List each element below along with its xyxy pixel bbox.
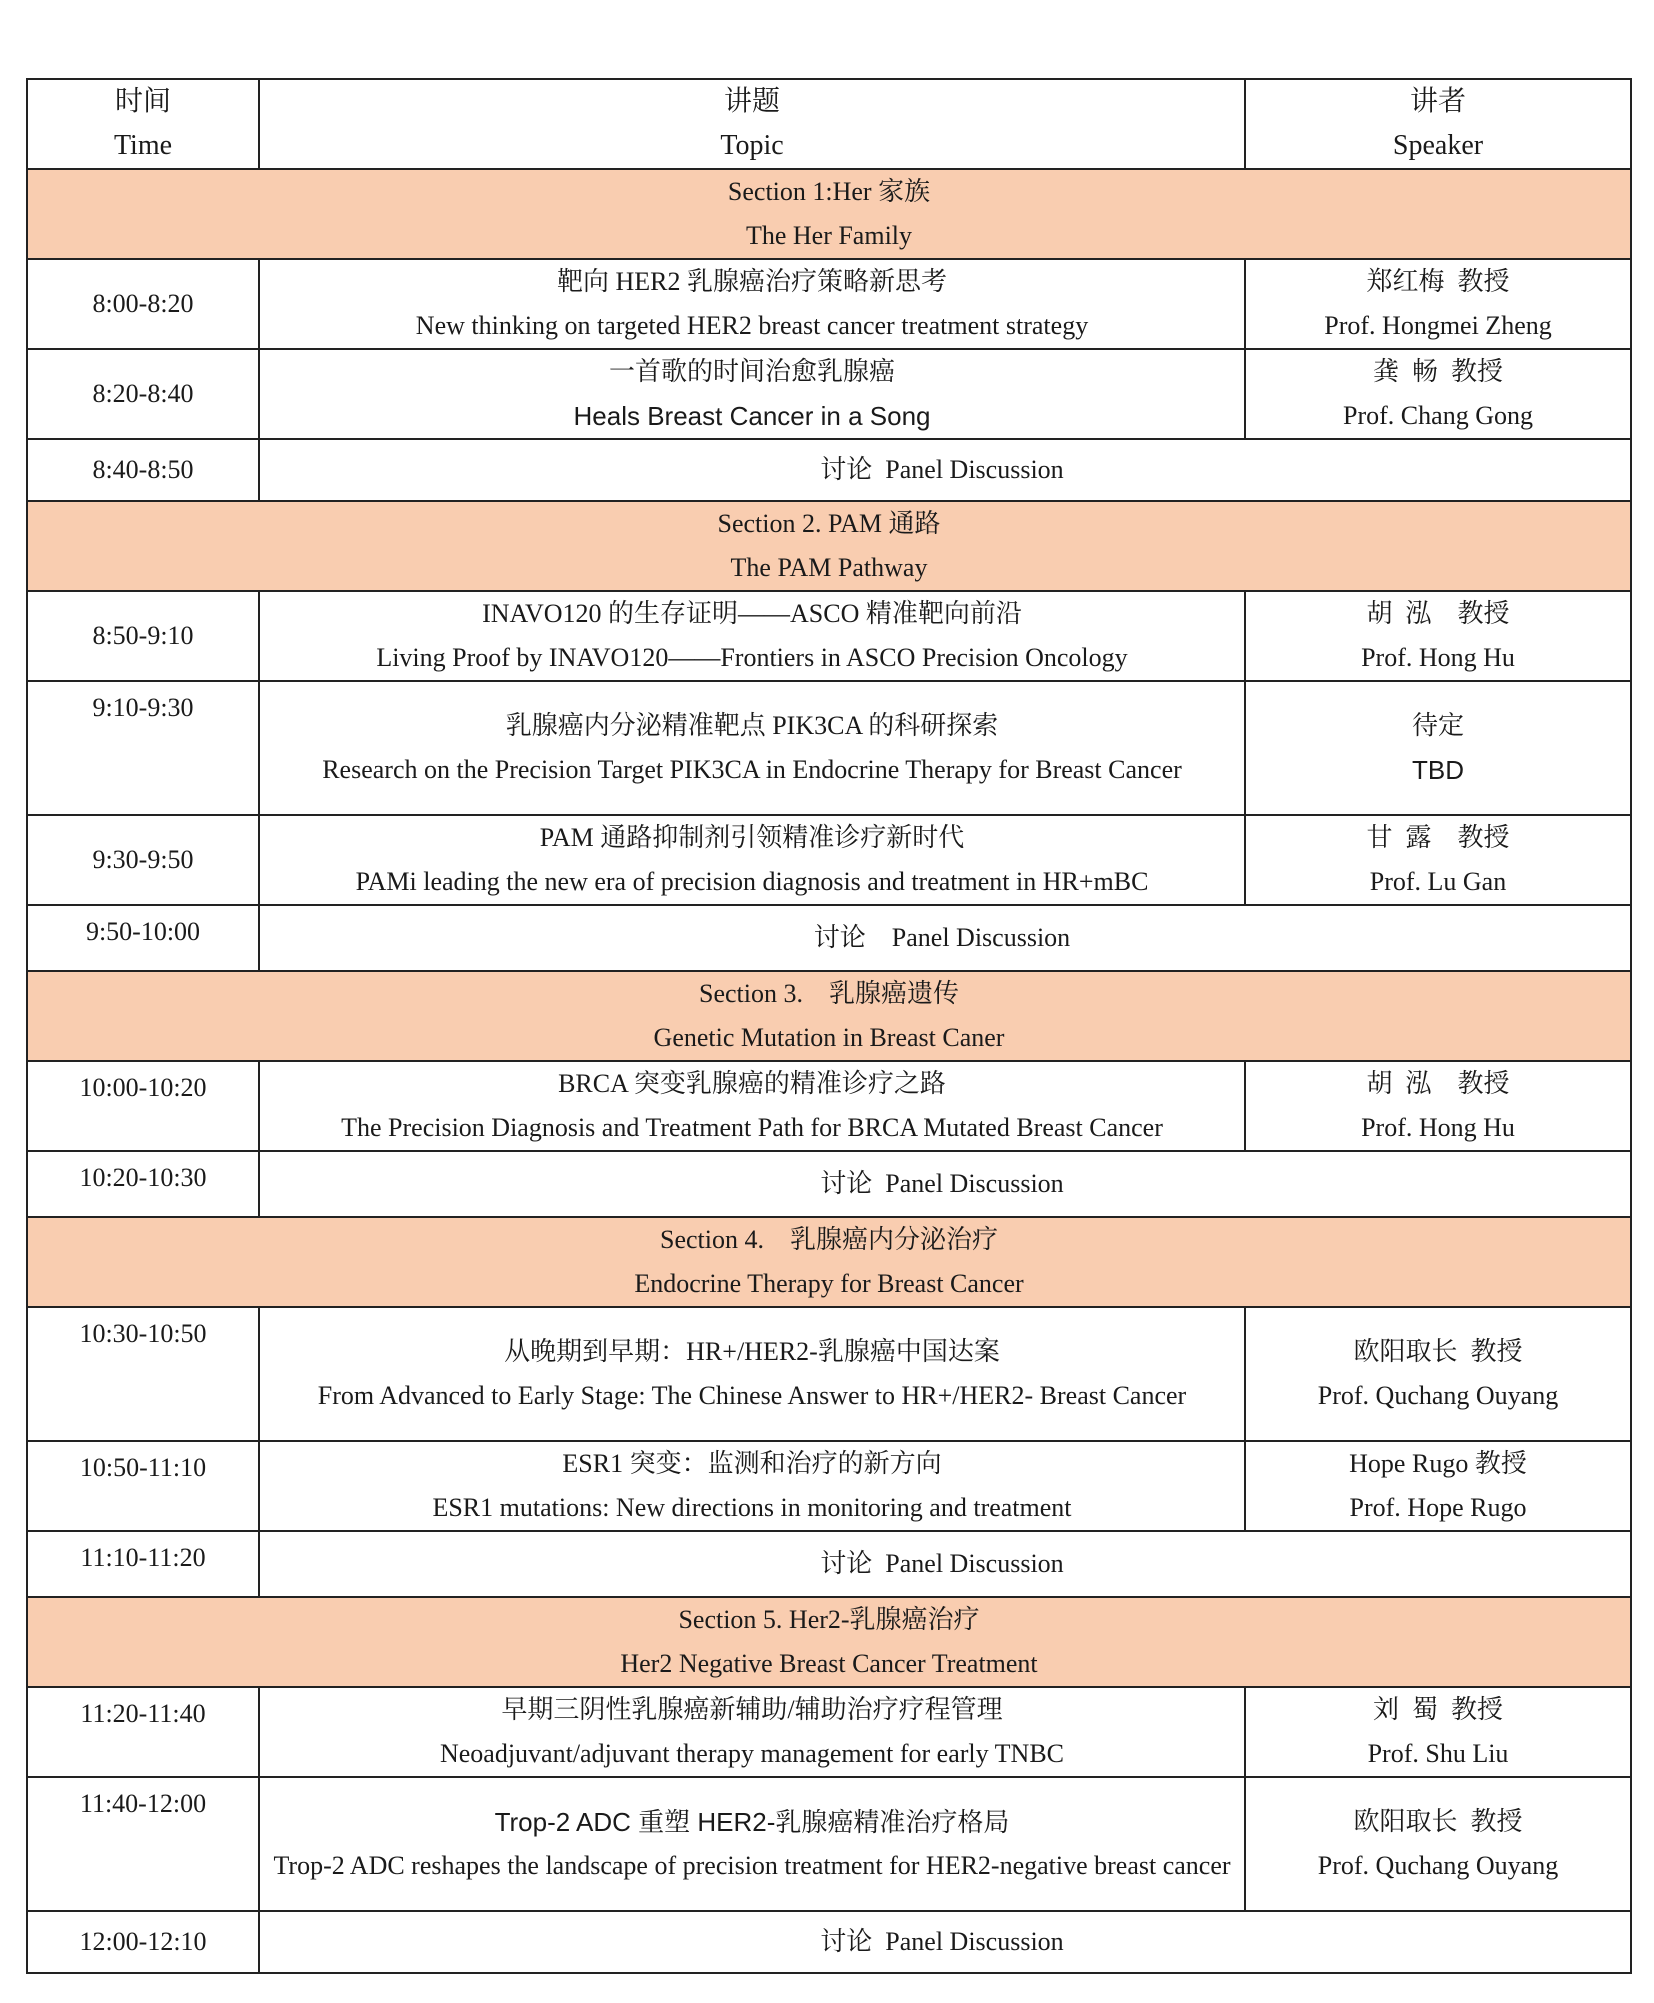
topic-zh: PAM 通路抑制剂引领精准诊疗新时代 (539, 823, 965, 852)
section-title (27, 1217, 1631, 1307)
topic-zh: BRCA 突变乳腺癌的精准诊疗之路 (558, 1069, 946, 1098)
speaker-en: Prof. Hong Hu (1361, 643, 1515, 672)
topic-zh: ESR1 突变：监测和治疗的新方向 (562, 1449, 942, 1478)
talk-row (27, 1687, 1631, 1777)
talk-row (27, 1307, 1631, 1441)
header-speaker-zh: 讲者 (1409, 86, 1466, 117)
section-title (27, 169, 1631, 259)
talk-time: 8:50-9:10 (27, 591, 259, 681)
header-time-en: Time (113, 130, 173, 161)
speaker-zh: 胡 泓 教授 (1366, 599, 1510, 628)
talk-time: 10:30-10:50 (27, 1307, 259, 1441)
talk-row (27, 1061, 1631, 1151)
discussion-time: 8:40-8:50 (27, 439, 259, 501)
speaker-en: Prof. Lu Gan (1369, 867, 1507, 896)
speaker-en: Prof. Hope Rugo (1349, 1493, 1527, 1522)
discussion-row (27, 1151, 1631, 1217)
section-title-en: Genetic Mutation in Breast Caner (653, 1023, 1005, 1052)
topic-zh: 从晚期到早期：HR+/HER2-乳腺癌中国达案 (504, 1337, 1000, 1366)
speaker-zh: Hope Rugo 教授 (1349, 1449, 1527, 1478)
talk-row (27, 681, 1631, 815)
section-header-row (27, 1217, 1631, 1307)
section-header-row (27, 971, 1631, 1061)
talk-topic (259, 815, 1245, 905)
speaker-zh: 龚 畅 教授 (1372, 357, 1503, 386)
talk-speaker (1245, 815, 1631, 905)
topic-en: New thinking on targeted HER2 breast cancer treatment strategy (415, 311, 1089, 340)
speaker-zh: 欧阳取长 教授 (1353, 1807, 1523, 1836)
topic-en: Heals Breast Cancer in a Song (573, 401, 931, 431)
topic-zh: 靶向 HER2 乳腺癌治疗策略新思考 (556, 267, 947, 296)
talk-row (27, 1777, 1631, 1911)
talk-row (27, 1441, 1631, 1531)
talk-time: 11:20-11:40 (27, 1687, 259, 1777)
section-header-row (27, 1597, 1631, 1687)
speaker-en: Prof. Chang Gong (1343, 401, 1533, 430)
talk-topic (259, 1777, 1245, 1911)
header-speaker (1245, 79, 1631, 169)
speaker-en: Prof. Hong Hu (1361, 1113, 1515, 1142)
talk-speaker (1245, 591, 1631, 681)
talk-speaker (1245, 259, 1631, 349)
speaker-en: Prof. Hongmei Zheng (1324, 311, 1552, 340)
talk-topic (259, 681, 1245, 815)
topic-en: Research on the Precision Target PIK3CA in Endocrine Therapy for Breast Cancer (322, 755, 1182, 784)
speaker-en: TBD (1412, 755, 1464, 785)
header-topic-zh: 讲题 (723, 86, 780, 117)
talk-topic (259, 349, 1245, 439)
discussion-label: 讨论 Panel Discussion (259, 905, 1631, 971)
discussion-label: 讨论 Panel Discussion (259, 439, 1631, 501)
talk-time: 8:20-8:40 (27, 349, 259, 439)
section-title-zh: Section 3. 乳腺癌遗传 (699, 979, 959, 1008)
section-title-en: The PAM Pathway (730, 553, 928, 582)
talk-time: 10:50-11:10 (27, 1441, 259, 1531)
talk-topic (259, 591, 1245, 681)
talk-time: 10:00-10:20 (27, 1061, 259, 1151)
discussion-time: 10:20-10:30 (27, 1151, 259, 1217)
header-time-zh: 时间 (114, 86, 171, 117)
topic-zh: 早期三阴性乳腺癌新辅助/辅助治疗疗程管理 (501, 1695, 1003, 1724)
topic-en: PAMi leading the new era of precision diagnosis and treatment in HR+mBC (355, 867, 1149, 896)
discussion-row (27, 1531, 1631, 1597)
agenda-table (26, 78, 1632, 1974)
talk-row (27, 349, 1631, 439)
discussion-row (27, 1911, 1631, 1973)
speaker-zh: 郑红梅 教授 (1366, 267, 1510, 296)
discussion-time: 12:00-12:10 (27, 1911, 259, 1973)
section-title-en: Endocrine Therapy for Breast Cancer (634, 1269, 1024, 1298)
section-header-row (27, 169, 1631, 259)
header-speaker-en: Speaker (1392, 130, 1484, 161)
discussion-time: 9:50-10:00 (27, 905, 259, 971)
talk-speaker (1245, 681, 1631, 815)
topic-en: The Precision Diagnosis and Treatment Path for BRCA Mutated Breast Cancer (341, 1113, 1163, 1142)
agenda-page (26, 78, 1630, 1974)
topic-en: Living Proof by INAVO120——Frontiers in ASCO Precision Oncology (376, 643, 1128, 672)
speaker-zh: 刘 蜀 教授 (1372, 1695, 1503, 1724)
header-time (27, 79, 259, 169)
discussion-row (27, 905, 1631, 971)
speaker-zh: 待定 (1411, 711, 1464, 740)
section-title (27, 971, 1631, 1061)
topic-en: Neoadjuvant/adjuvant therapy management for early TNBC (439, 1739, 1065, 1768)
talk-time: 8:00-8:20 (27, 259, 259, 349)
talk-speaker (1245, 1441, 1631, 1531)
topic-zh: Trop-2 ADC 重塑 HER2-乳腺癌精准治疗格局 (494, 1807, 1010, 1837)
topic-zh: 一首歌的时间治愈乳腺癌 (608, 357, 895, 386)
section-title-zh: Section 5. Her2-乳腺癌治疗 (678, 1605, 980, 1634)
talk-speaker (1245, 1307, 1631, 1441)
talk-time: 11:40-12:00 (27, 1777, 259, 1911)
discussion-label: 讨论 Panel Discussion (259, 1531, 1631, 1597)
topic-en: ESR1 mutations: New directions in monitoring and treatment (432, 1493, 1072, 1522)
talk-time: 9:10-9:30 (27, 681, 259, 815)
discussion-label: 讨论 Panel Discussion (259, 1911, 1631, 1973)
section-title-zh: Section 4. 乳腺癌内分泌治疗 (660, 1225, 998, 1254)
talk-topic (259, 1061, 1245, 1151)
section-header-row (27, 501, 1631, 591)
speaker-en: Prof. Quchang Ouyang (1317, 1851, 1559, 1880)
talk-speaker (1245, 1777, 1631, 1911)
talk-row (27, 815, 1631, 905)
talk-topic (259, 259, 1245, 349)
section-title-zh: Section 2. PAM 通路 (717, 509, 941, 538)
discussion-label: 讨论 Panel Discussion (259, 1151, 1631, 1217)
talk-time: 9:30-9:50 (27, 815, 259, 905)
talk-speaker (1245, 1061, 1631, 1151)
speaker-en: Prof. Shu Liu (1367, 1739, 1509, 1768)
section-title-en: The Her Family (745, 221, 913, 250)
speaker-zh: 甘 露 教授 (1366, 823, 1510, 852)
discussion-row (27, 439, 1631, 501)
topic-en: Trop-2 ADC reshapes the landscape of precision treatment for HER2-negative breast cancer (273, 1851, 1231, 1880)
header-topic (259, 79, 1245, 169)
topic-zh: 乳腺癌内分泌精准靶点 PIK3CA 的科研探索 (505, 711, 999, 740)
talk-topic (259, 1687, 1245, 1777)
topic-en: From Advanced to Early Stage: The Chinese Answer to HR+/HER2- Breast Cancer (317, 1381, 1187, 1410)
section-title (27, 1597, 1631, 1687)
section-title-zh: Section 1:Her 家族 (727, 177, 931, 206)
section-title-en: Her2 Negative Breast Cancer Treatment (620, 1649, 1038, 1678)
speaker-zh: 胡 泓 教授 (1366, 1069, 1510, 1098)
header-topic-en: Topic (720, 130, 784, 161)
talk-row (27, 591, 1631, 681)
talk-row (27, 259, 1631, 349)
talk-speaker (1245, 1687, 1631, 1777)
discussion-time: 11:10-11:20 (27, 1531, 259, 1597)
speaker-en: Prof. Quchang Ouyang (1317, 1381, 1559, 1410)
talk-speaker (1245, 349, 1631, 439)
speaker-zh: 欧阳取长 教授 (1353, 1337, 1523, 1366)
talk-topic (259, 1307, 1245, 1441)
topic-zh: INAVO120 的生存证明——ASCO 精准靶向前沿 (482, 599, 1022, 628)
section-title (27, 501, 1631, 591)
talk-topic (259, 1441, 1245, 1531)
table-header-row (27, 79, 1631, 169)
